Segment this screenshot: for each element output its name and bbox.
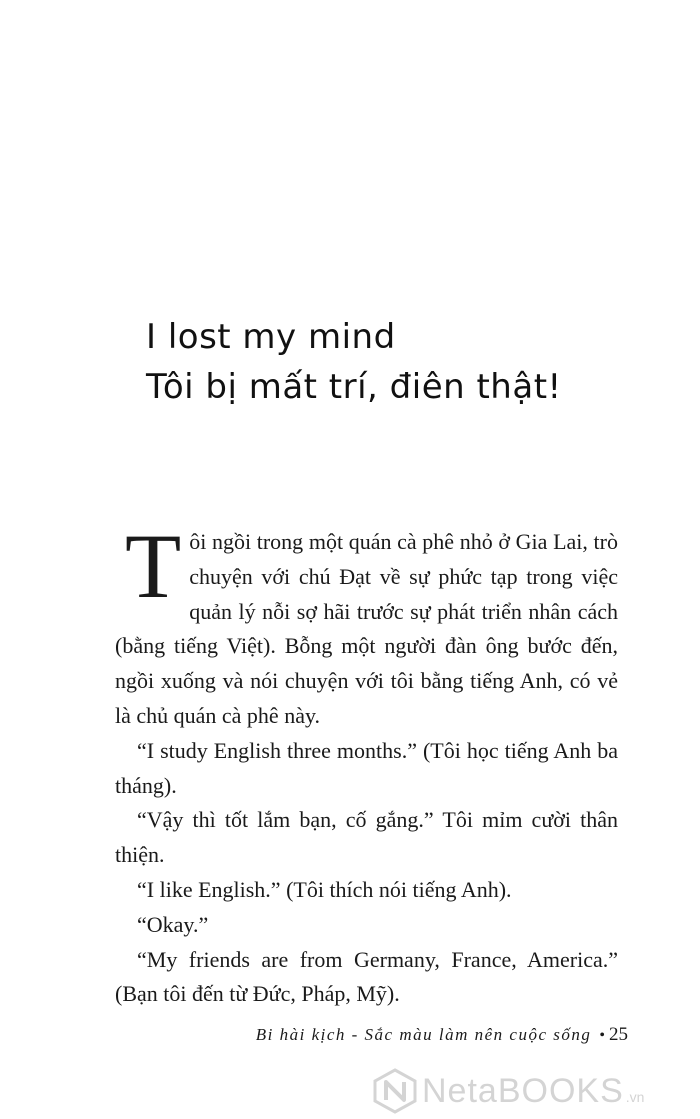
paragraph-4: “I like English.” (Tôi thích nói tiếng Anh). [137, 876, 512, 902]
page-footer [0, 1024, 628, 1046]
body-text [115, 515, 618, 1012]
paragraph-3: “Vậy thì tốt lắm bạn, cố gắng.” Tôi mỉm cười thân thiện. [115, 807, 618, 868]
paragraph-2: “I study English three months.” (Tôi học tiếng Anh ba tháng). [115, 737, 618, 798]
chapter-title [146, 312, 562, 412]
chapter-title-english: I lost my mind [146, 317, 396, 357]
page-number: 25 [609, 1024, 628, 1045]
watermark-text: NetaBOOKS [422, 1071, 624, 1110]
paragraph-1-text: ôi ngồi trong một quán cà phê nhỏ ở Gia Lai, trò chuyện với chú Đạt về sự phức tạp trong việc quản lý nỗi sợ hãi trước sự phát triển nhân cách (bằng tiếng Việt). Bỗng một người đàn ông bước đến, ngồi xuống và nói chuyện với tôi bằng tiếng Anh, có vẻ là chủ quán cà phê này. [115, 529, 618, 728]
chapter-title-vietnamese: Tôi bị mất trí, điên thật! [146, 367, 562, 407]
footer-bullet: • [599, 1027, 605, 1044]
paragraph-6: “My friends are from Germany, France, America.” (Bạn tôi đến từ Đức, Pháp, Mỹ). [115, 946, 618, 1007]
publisher-logo-icon [372, 1068, 418, 1114]
paragraph-1 [115, 515, 618, 734]
running-title: Bi hài kịch - Sắc màu làm nên cuộc sống [255, 1025, 592, 1044]
watermark [372, 1068, 644, 1114]
watermark-suffix: .vn [625, 1089, 645, 1105]
paragraph-5: “Okay.” [137, 911, 209, 937]
drop-cap: T [125, 515, 182, 617]
